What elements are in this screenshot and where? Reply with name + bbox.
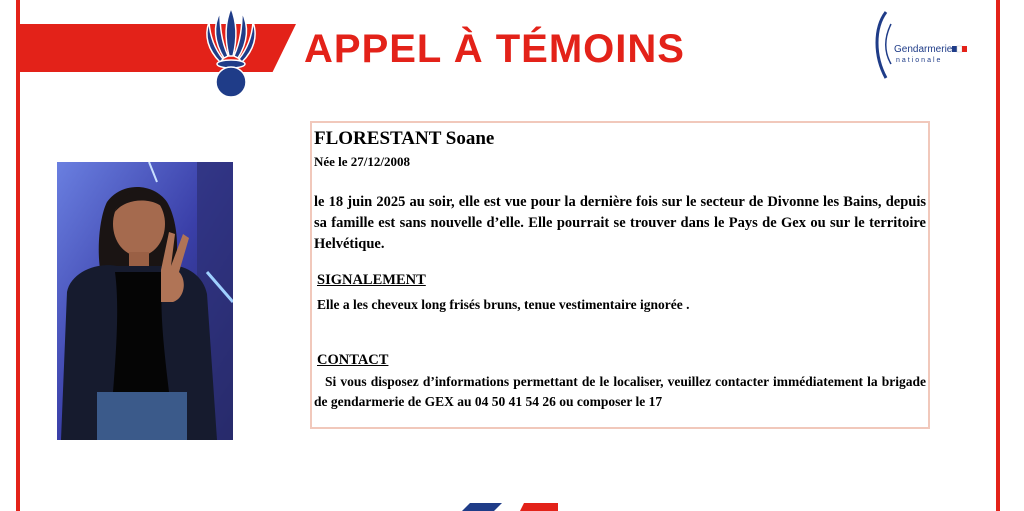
flame-grenade-icon (196, 0, 266, 100)
frame-right-border (996, 0, 1000, 511)
signalement-heading: SIGNALEMENT (317, 272, 426, 288)
contact-text: Si vous disposez d’informations permettant de le localiser, veuillez contacter immédiatement la brigade de gendarmerie de GEX au 04 50 41 54 26 ou composer le 17 (314, 374, 926, 409)
red-banner (20, 24, 225, 72)
logo-text-nationale: nationale (896, 57, 943, 64)
contact-heading: CONTACT (317, 352, 389, 368)
frame-left-border (16, 0, 20, 511)
logo-text-gendarmerie: Gendarmerie (894, 44, 953, 55)
page-title: APPEL À TÉMOINS (304, 27, 685, 71)
person-name: FLORESTANT Soane (314, 128, 495, 149)
description-text: le 18 juin 2025 au soir, elle est vue pour la dernière fois sur le secteur de Divonne les Bains, depuis sa famille est sans nouvelle d’elle. Elle pourrait se trouver dans le Pays de Gex ou sur le territoire Helvétique. (314, 194, 926, 252)
birth-date: Née le 27/12/2008 (314, 154, 411, 169)
bottom-flag-icon (462, 503, 558, 511)
signalement-text: Elle a les cheveux long frisés bruns, tenue vestimentaire ignorée . (317, 297, 690, 312)
missing-person-photo (57, 162, 233, 440)
